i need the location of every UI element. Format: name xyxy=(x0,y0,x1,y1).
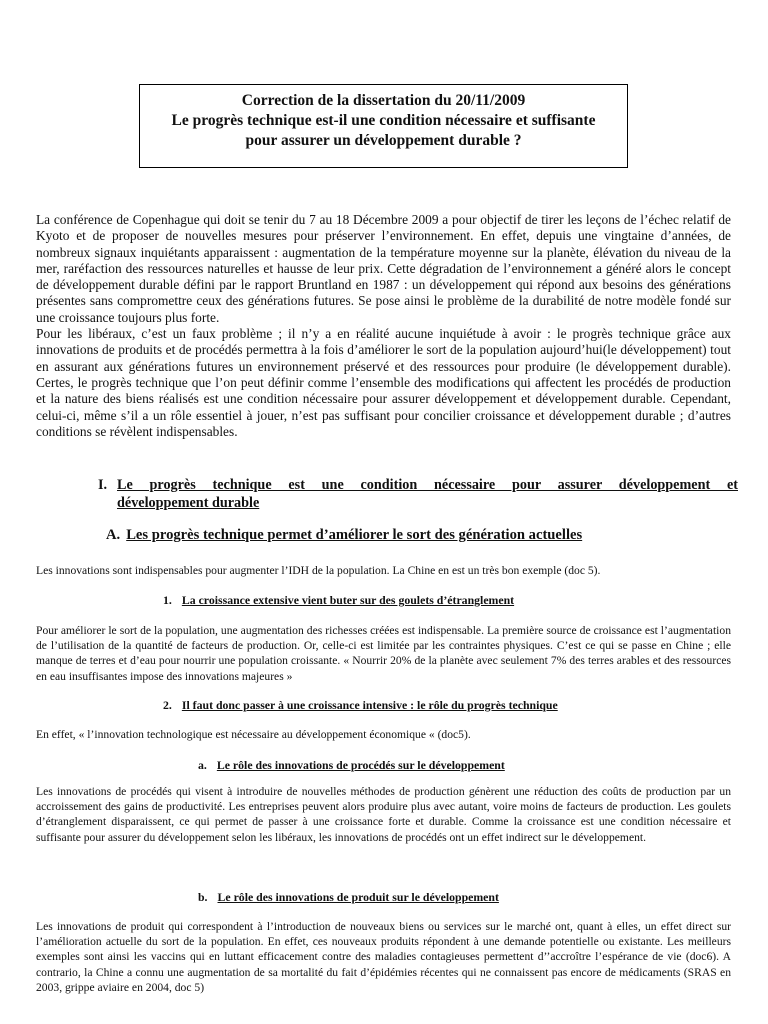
title-line-3: pour assurer un développement durable ? xyxy=(245,132,522,149)
subsection-a-text: Les innovations de procédés qui visent à introduire de nouvelles méthodes de production génèrent une réduction des coûts de production par un accroissement des gains de productivité. Les entreprises peuvent alors produire plus avec autant, voire moins de facteurs de production. Les goulets d’étranglement disparaissent, ce qui permet de passer à une croissance forte et durable. Comme la croissance est une condition nécessaire et suffisante pour assurer du développement selon les libéraux, les innovations de procédés ont un effet indirect sur le développement. xyxy=(36,785,731,844)
intro-paragraph-2: Pour les libéraux, c’est un faux problème ; il n’y a en réalité aucune inquiétude à avoir : le progrès technique grâce aux innovations de produits et de procédés permettra à la fois d’améliorer le sort de la population aujourd’hui(le développement) tout en assurant aux générations futures un environnement préservé et des ressources pour produire (le développement durable). Certes, le progrès technique que l’on peut définir comme l’ensemble des modifications qui affectent les procédés de production et la nature des biens réalisés est une condition nécessaire pour assurer développement et développement durable. Cependant, celui-ci, même s’il a un rôle essentiel à jouer, n’est pas suffisant pour concilier croissance et développement durable ; d’autres conditions se révèlent indispensables. xyxy=(36,326,731,439)
subsection-2-text: En effet, « l’innovation technologique est nécessaire au développement économique « (doc5). xyxy=(36,728,471,741)
title-line-2: Le progrès technique est-il une condition nécessaire et suffisante xyxy=(171,112,596,129)
subheading-2 xyxy=(163,698,558,713)
subheading-1 xyxy=(163,593,514,608)
subheading-1-text: La croissance extensive vient buter sur des goulets d’étranglement xyxy=(181,593,515,607)
subheading-b xyxy=(198,890,499,905)
title-box xyxy=(139,84,628,168)
subheading-number: 1. xyxy=(163,593,172,607)
subheading-letter: b. xyxy=(198,890,208,904)
subheading-number: 2. xyxy=(163,698,172,712)
subheading-a-text: Le rôle des innovations de procédés sur le développement xyxy=(216,758,505,772)
subsection-1-text: Pour améliorer le sort de la population, une augmentation des richesses créées est indispensable. La première source de croissance est l’augmentation de l’utilisation de la quantité de facteurs de production. Or, celle-ci est limitée par les contraintes physiques. C’est ce qui se passe en Chine ; elle manque de terres et d’eau pour nourrir une population croissante. « Nourrir 20% de la planète avec seulement 7% des terres arables et des ressources en eau insuffisantes impose des innovations majeures » xyxy=(36,624,731,683)
title-line-1: Correction de la dissertation du 20/11/2009 xyxy=(241,92,526,109)
section-letter: A. xyxy=(106,527,121,543)
subheading-a xyxy=(198,758,505,773)
section-heading-line-1: Le progrès technique est une condition nécessaire pour assurer développement et xyxy=(117,477,738,493)
subsection-b-text: Les innovations de produit qui correspondent à l’introduction de nouveaux biens ou services sur le marché ont, quant à elles, un effet direct sur l’amélioration actuelle du sort de la population. En effet, ces nouveaux produits répondent à une demande potentielle ou existante. Les meilleurs exemples sont ainsi les vaccins qui en luttant efficacement contre des maladies contagieuses permettent d’’accroître l’espérance de vie (doc6). A contrario, la Chine a connu une augmentation de sa mortalité du fait d’épidémies récentes qui ne connaissent pas encore de médicaments (SRAS en 2003, grippe aviaire en 2004, doc 5) xyxy=(36,920,731,994)
subheading-letter: a. xyxy=(198,758,207,772)
section-heading-line-2: développement durable xyxy=(117,495,260,511)
subheading-b-text: Le rôle des innovations de produit sur le développement xyxy=(217,890,499,904)
intro-paragraph-1: La conférence de Copenhague qui doit se tenir du 7 au 18 Décembre 2009 a pour objectif de tirer les leçons de l’échec relatif de Kyoto et de proposer de nouvelles mesures pour préserver l’environnement. En effet, depuis une vingtaine d’années, de nombreux signaux inquiétants apparaissent : augmentation de la température moyenne sur la planète, élévation du niveau de la mer, raréfaction des ressources naturelles et hausse de leur prix. Cette dégradation de l’environnement a généré alors le concept de développement durable défini par le rapport Bruntland en 1987 : un développement qui répond aux besoins des générations présentes sans compromettre ceux des générations futures. Se pose ainsi le problème de la durabilité de notre modèle fondé sur une croissance toujours plus forte. xyxy=(36,212,731,325)
section-heading-a xyxy=(106,527,582,544)
introduction xyxy=(36,212,731,440)
section-heading-a-text: Les progrès technique permet d’améliorer le sort des génération actuelles xyxy=(126,527,583,543)
subheading-2-text: Il faut donc passer à une croissance intensive : le rôle du progrès technique xyxy=(181,698,558,712)
section-number: I. xyxy=(98,477,108,493)
section-a-text: Les innovations sont indispensables pour augmenter l’IDH de la population. La Chine en est un très bon exemple (doc 5). xyxy=(36,564,601,577)
section-heading-1 xyxy=(98,476,738,512)
